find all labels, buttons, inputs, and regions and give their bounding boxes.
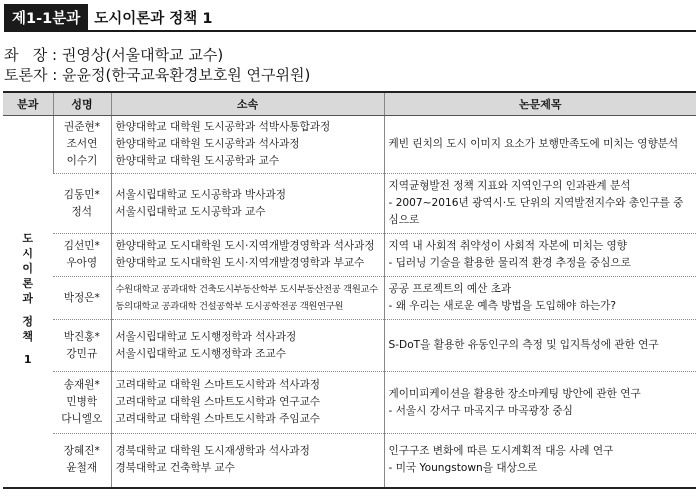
table-row: [3, 320, 696, 372]
chair-line: 좌 장 : 권영상(서울대학교 교수): [4, 46, 224, 64]
session-tag: 제1-1분과: [4, 4, 88, 30]
author-names: 권준현* 조서연 이수기: [53, 116, 111, 174]
author-affiliations: 경북대학교 대학원 도시재생학과 석사과정 경북대학교 건축학부 교수: [111, 434, 384, 488]
col-header-affiliation: 소속: [111, 92, 384, 116]
table-row: [3, 277, 696, 320]
author-names: 박정은*: [53, 277, 111, 320]
table-row: [3, 234, 696, 277]
author-affiliations: 서울시립대학교 도시행정학과 석사과정 서울시립대학교 도시행정학과 조교수: [111, 320, 384, 372]
author-affiliations: 서울시립대학교 도시공학과 박사과정 서울시립대학교 도시공학과 교수: [111, 174, 384, 234]
table-row: [3, 434, 696, 488]
author-affiliations: 수원대학교 공과대학 건축도시부동산학부 도시부동산전공 객원교수 동의대학교 공과대학 건설공학부 도시공학전공 객원연구원: [111, 277, 384, 320]
col-header-session: 분과: [3, 92, 53, 116]
section-header: [4, 4, 212, 30]
author-names: 박진홍* 강민규: [53, 320, 111, 372]
paper-title: 게이미피케이션을 활용한 장소마케팅 방안에 관한 연구 - 서울시 강서구 마곡지구 마곡광장 중심: [384, 372, 696, 434]
author-names: 김동민* 정석: [53, 174, 111, 234]
col-header-paper-title: 논문제목: [384, 92, 696, 116]
author-names: 송재원* 민병학 다니엘오: [53, 372, 111, 434]
paper-title: S-DoT을 활용한 유동인구의 측정 및 입지특성에 관한 연구: [384, 320, 696, 372]
paper-title: 케빈 린치의 도시 이미지 요소가 보행만족도에 미치는 영향분석: [384, 116, 696, 174]
table-row: [3, 372, 696, 434]
table-row: [3, 116, 696, 174]
paper-title: 인구구조 변화에 따른 도시계획적 대응 사례 연구 - 미국 Youngstown을 대상으로: [384, 434, 696, 488]
author-names: 장혜진* 윤철재: [53, 434, 111, 488]
table-header-row: [3, 92, 696, 116]
paper-title: 공공 프로젝트의 예산 초과 - 왜 우리는 새로운 예측 방법을 도입해야 하는가?: [384, 277, 696, 320]
table-row: [3, 174, 696, 234]
author-affiliations: 고려대학교 대학원 스마트도시학과 석사과정 고려대학교 대학원 스마트도시학과 연구교수 고려대학교 대학원 스마트도시학과 주임교수: [111, 372, 384, 434]
discussant-line: 토론자 : 윤윤정(한국교육환경보호원 연구위원): [4, 66, 311, 84]
col-header-name: 성명: [53, 92, 111, 116]
paper-title: 지역균형발전 정책 지표와 지역인구의 인과관계 분석 - 2007~2016년 광역시·도 단위의 지역발전지수와 총인구를 중심으로: [384, 174, 696, 234]
author-affiliations: 한양대학교 대학원 도시공학과 석박사통합과정 한양대학교 대학원 도시공학과 석사과정 한양대학교 대학원 도시공학과 교수: [111, 116, 384, 174]
session-label: 도 시 이 론 과 정 책 1: [22, 231, 34, 366]
author-names: 김선민* 우아영: [53, 234, 111, 277]
header-rule: [4, 30, 696, 32]
paper-table: [3, 91, 696, 489]
author-affiliations: 한양대학교 도시대학원 도시·지역개발경영학과 석사과정 한양대학교 도시대학원 도시·지역개발경영학과 부교수: [111, 234, 384, 277]
session-label-cell: [3, 116, 53, 488]
paper-title: 지역 내 사회적 취약성이 사회적 자본에 미치는 영향 - 딥러닝 기술을 활용한 물리적 환경 추정을 중심으로: [384, 234, 696, 277]
session-title: 도시이론과 정책 1: [94, 10, 213, 27]
